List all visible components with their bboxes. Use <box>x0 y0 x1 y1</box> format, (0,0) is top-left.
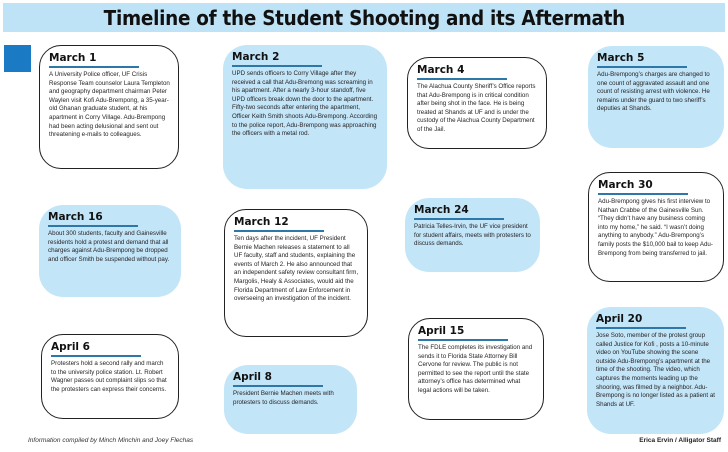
entry-date: March 16 <box>48 211 103 223</box>
entry-text: Protesters hold a second rally and march to the university police station. Lt. Robert Wagner passes out complaint slips so that the protesters can express their concerns. <box>51 360 167 393</box>
entry-date: April 6 <box>51 341 90 353</box>
timeline-entry-march-12 <box>224 209 368 337</box>
entry-date: March 5 <box>597 52 645 64</box>
timeline-entry-march-16 <box>39 205 181 297</box>
entry-rule <box>234 230 324 232</box>
title-banner <box>3 3 725 32</box>
entry-text: UPD sends officers to Corry Village after they received a call that Adu-Bremong was screaming in his apartment. After a nearly 3-hour standoff, five UPD officers break down the door to the apartment. Fifty-two seconds after entering the apartment, Officer Keith Smith shoots Adu-Brempong. According to the police report, Adu-Brempong was approaching the officers with a metal rod. <box>232 70 378 138</box>
entry-text: Patricia Telles-Irvin, the UF vice president for student affairs, meets with protesters to discuss demands. <box>414 223 531 248</box>
entry-date: March 1 <box>49 52 97 64</box>
page-title: Timeline of the Student Shooting and its Aftermath <box>103 5 625 30</box>
graphic-credit: Erica Ervin / Alligator Staff <box>639 437 721 444</box>
entry-date: April 15 <box>418 325 465 337</box>
entry-rule <box>49 66 139 68</box>
entry-rule <box>418 339 508 341</box>
timeline-entry-april-20 <box>587 307 724 434</box>
research-credit: Information compiled by Minch Minchin and Joey Flechas <box>28 437 194 444</box>
entry-rule <box>232 65 322 67</box>
entry-date: March 30 <box>598 179 653 191</box>
entry-rule <box>48 225 138 227</box>
entry-text: President Bernie Machen meets with protesters to discuss demands. <box>233 390 334 406</box>
entry-rule <box>51 355 141 357</box>
entry-text: About 300 students, faculty and Gainesville residents hold a protest and demand that all charges against Adu-Brempong be dropped and officer Smith be suspended without pay. <box>48 230 170 263</box>
timeline-entry-april-15 <box>408 318 544 420</box>
entry-date: March 24 <box>414 204 469 216</box>
entry-rule <box>233 385 323 387</box>
timeline-entry-march-2 <box>223 45 387 189</box>
entry-rule <box>417 78 507 80</box>
entry-text: A University Police officer, UF Crisis Response Team counselor Laura Templeton and geography department chairman Peter Waylen visit Kofi Adu-Brempong, a 35-year-old Ghanan graduate student, at his apartment in Corry Village. Adu-Brempong had been acting delusional and sent out threatening e-mails to colleagues. <box>49 71 170 139</box>
entry-text: Adu-Brempong gives his first interview to Nathan Crabbe of the Gainesville Sun. “They didn’t have any business coming into my home,” he said. “I wasn’t doing anything to anybody.” Adu-Brempong’s family posts the $10,000 bail to keep Adu-Brempong from being transferred to jail. <box>598 198 713 257</box>
timeline-entry-march-1 <box>39 45 179 169</box>
entry-rule <box>598 193 688 195</box>
entry-text: Ten days after the incident, UF President Bernie Machen releases a statement to all UF faculty, staff and students, explaining the events of March 2. He also announced that an independent safety review consultant firm, Margolis, Healy & Associates, would aid the Florida Department of Law Enforcement in overseeing an investigation of the incident. <box>234 235 359 303</box>
entry-date: April 20 <box>596 313 643 325</box>
entry-text: Adu-Brempong’s charges are changed to one count of aggravated assault and one count of resisting arrest with violence. He remains under the guard to two sheriff’s deputies at Shands. <box>597 71 710 113</box>
timeline-entry-march-30 <box>588 172 724 282</box>
entry-text: The FDLE completes its investigation and sends it to Florida State Attorney Bill Cervone for review. The public is not permitted to see the report until the state attorney’s office has determined what legal actions will be taken. <box>418 344 533 394</box>
entry-date: March 12 <box>234 216 289 228</box>
accent-square <box>4 45 31 72</box>
timeline-entry-march-24 <box>405 198 540 272</box>
timeline-entry-april-8 <box>224 365 357 434</box>
entry-text: Jose Soto, member of the protest group called Justice for Kofi , posts a 10-minute video on YouTube showing the scene outside Adu-Brempong’s apartment at the time of the shooting. The video, which captures the moments leading up the shooring, was filmed by a neighbor. Adu-Brempong is no longer listed as a patient at Shands at UF. <box>596 332 716 408</box>
entry-date: April 8 <box>233 371 272 383</box>
timeline-entry-march-4 <box>407 57 547 149</box>
entry-date: March 2 <box>232 51 280 63</box>
entry-date: March 4 <box>417 64 465 76</box>
entry-rule <box>596 327 686 329</box>
entry-rule <box>597 66 687 68</box>
entry-text: The Alachua County Sheriff’s Office reports that Adu-Brempong is in critical condition after being shot in the face. He is being treated at Shands at UF and is under the custody of the Alachua County Department of the Jail. <box>417 83 536 133</box>
timeline-entry-march-5 <box>588 46 724 148</box>
entry-rule <box>414 218 504 220</box>
timeline-entry-april-6 <box>41 334 179 419</box>
